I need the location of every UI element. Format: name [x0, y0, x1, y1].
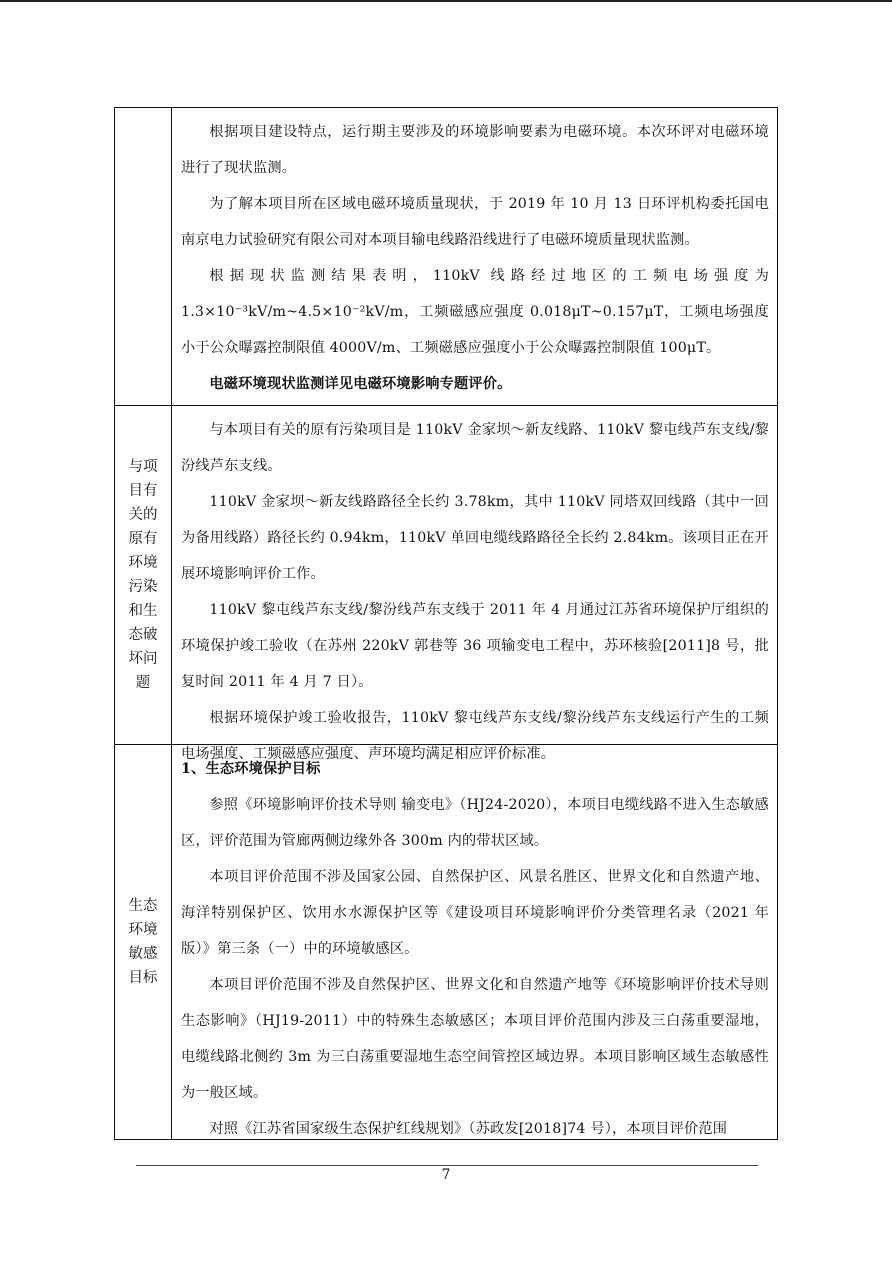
paragraph: 110kV 黎屯线芦东支线/黎汾线芦东支线于 2011 年 4 月通过江苏省环境保护厅组织的环境保护竣工验收（在苏州 220kV 郭巷等 36 项输变电工程中，苏环核验[2011]8 号，批复时间 2011 年 4 月 7 日）。 [181, 602, 769, 690]
paragraph: 110kV 金家坝～新友线路路径全长约 3.78km，其中 110kV 同塔双回线路（其中一回为备用线路）路径长约 0.94km，110kV 单回电缆线路路径全长约 2.84km。该项目正在开展环境影响评价工作。 [181, 494, 769, 582]
paragraph: 与本项目有关的原有污染项目是 110kV 金家坝～新友线路、110kV 黎屯线芦东支线/黎汾线芦东支线。 [181, 422, 769, 474]
table-row-existing-pollution [115, 405, 777, 762]
row-label: 生态环境敏感目标 [115, 745, 172, 1139]
row-content [172, 108, 777, 405]
paragraph: 为了解本项目所在区域电磁环境质量现状，于 2019 年 10 月 13 日环评机构委托国电南京电力试验研究有限公司对本项目输电线路沿线进行了电磁环境质量现状监测。 [181, 196, 769, 248]
section-heading: 1、生态环境保护目标 [181, 761, 321, 777]
table-row-em-status [115, 108, 777, 405]
paragraph: 根据项目建设特点，运行期主要涉及的环境影响要素为电磁环境。本次环评对电磁环境进行了现状监测。 [181, 124, 769, 176]
paragraph-bold: 电磁环境现状监测详见电磁环境影响专题评价。 [209, 376, 512, 392]
paragraph: 参照《环境影响评价技术导则 输变电》（HJ24-2020），本项目电缆线路不进入生态敏感区，评价范围为管廊两侧边缘外各 300m 内的带状区域。 [181, 797, 769, 849]
assessment-table [114, 107, 778, 1140]
paragraph: 本项目评价范围不涉及自然保护区、世界文化和自然遗产地等《环境影响评价技术导则 生态影响》（HJ19-2011）中的特殊生态敏感区；本项目评价范围内涉及三白荡重要湿地，电缆线路北侧约 3m 为三白荡重要湿地生态空间管控区域边界。本项目影响区域生态敏感性为一般区域。 [181, 977, 769, 1101]
footer-rule [136, 1165, 758, 1166]
row-content [172, 745, 777, 1139]
row-label [115, 108, 172, 405]
table-row-eco-targets [115, 744, 777, 1139]
paragraph: 根据现状监测结果表明，110kV 线路经过地区的工频电场强度为 1.3×10⁻³kV/m~4.5×10⁻²kV/m，工频磁感应强度 0.018μT~0.157μT，工频电场强度小于公众曝露控制限值 4000V/m、工频磁感应强度小于公众曝露控制限值 100μT。 [181, 268, 769, 356]
paragraph: 本项目评价范围不涉及国家公园、自然保护区、风景名胜区、世界文化和自然遗产地、海洋特别保护区、饮用水水源保护区等《建设项目环境影响评价分类管理名录（2021 年版）》第三条（一）中的环境敏感区。 [181, 869, 769, 957]
row-label: 与项目有关的原有环境污染和生态破坏问题 [115, 406, 172, 744]
row-content [172, 406, 777, 762]
top-rule [0, 0, 892, 2]
paragraph: 对照《江苏省国家级生态保护红线规划》（苏政发[2018]74 号），本项目评价范围 [209, 1121, 728, 1137]
paragraph: 根据环境保护竣工验收报告，110kV 黎屯线芦东支线/黎汾线芦东支线运行产生的工频电场强度、工频磁感应强度、声环境均满足相应评价标准。 [181, 710, 769, 762]
page-number: 7 [441, 1167, 451, 1183]
